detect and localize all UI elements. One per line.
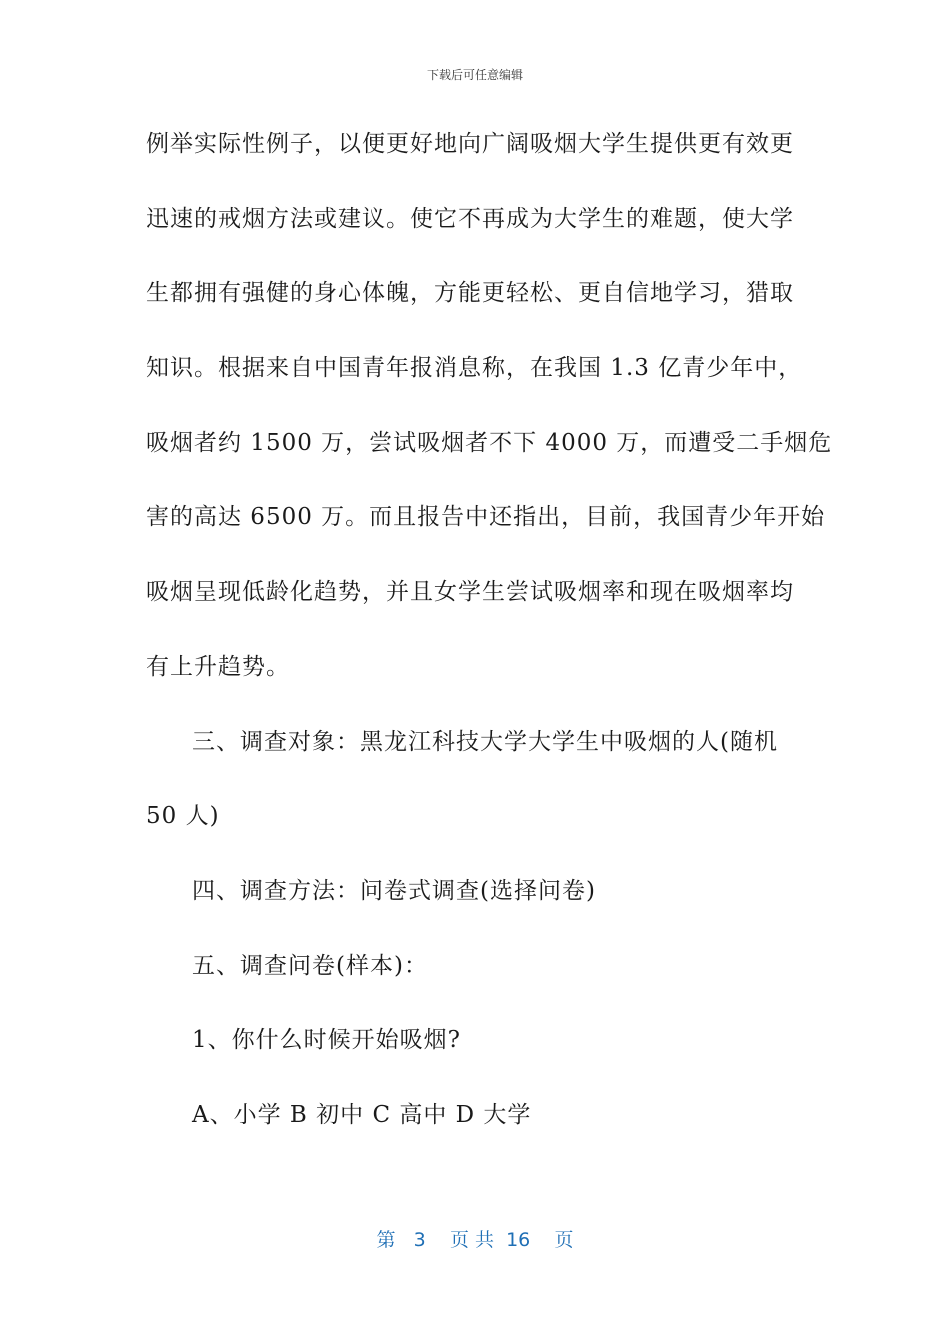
footer-page-suffix: 页 (554, 1229, 574, 1251)
body-line: 吸烟呈现低龄化趋势，并且女学生尝试吸烟率和现在吸烟率均 (146, 579, 794, 606)
body-line: 迅速的戒烟方法或建议。使它不再成为大学生的难题，使大学 (146, 205, 794, 232)
body-line: 有上升趋势。 (146, 653, 290, 680)
section-heading-method: 四、调查方法：问卷式调查(选择问卷) (192, 877, 596, 904)
footer-page-prefix: 第 (376, 1229, 396, 1251)
question-item: 1、你什么时候开始吸烟? (192, 1027, 461, 1054)
document-body (146, 124, 833, 1170)
footer-page-middle: 页 共 (449, 1229, 494, 1251)
body-line: 生都拥有强健的身心体魄，方能更轻松、更自信地学习，猎取 (146, 280, 794, 307)
body-line: 例举实际性例子，以便更好地向广阔吸烟大学生提供更有效更 (146, 131, 794, 157)
body-line: 吸烟者约 1500 万，尝试吸烟者不下 4000 万，而遭受二手烟危 (146, 429, 833, 456)
answer-options: A、小学 B 初中 C 高中 D 大学 (192, 1101, 532, 1128)
section-heading-subjects: 三、调查对象：黑龙江科技大学大学生中吸烟的人(随机 (192, 728, 778, 755)
page-header-note: 下载后可任意编辑 (426, 68, 523, 82)
page-footer (0, 1225, 950, 1252)
body-line: 害的高达 6500 万。而且报告中还指出，目前，我国青少年开始 (146, 504, 826, 531)
body-line: 知识。根据来自中国青年报消息称，在我国 1.3 亿青少年中， (146, 355, 803, 382)
footer-total-pages: 16 (506, 1229, 531, 1251)
section-heading-questionnaire: 五、调查问卷(样本)： (192, 952, 428, 979)
footer-page-number: 3 (413, 1229, 426, 1251)
body-line: 50 人) (146, 803, 220, 830)
